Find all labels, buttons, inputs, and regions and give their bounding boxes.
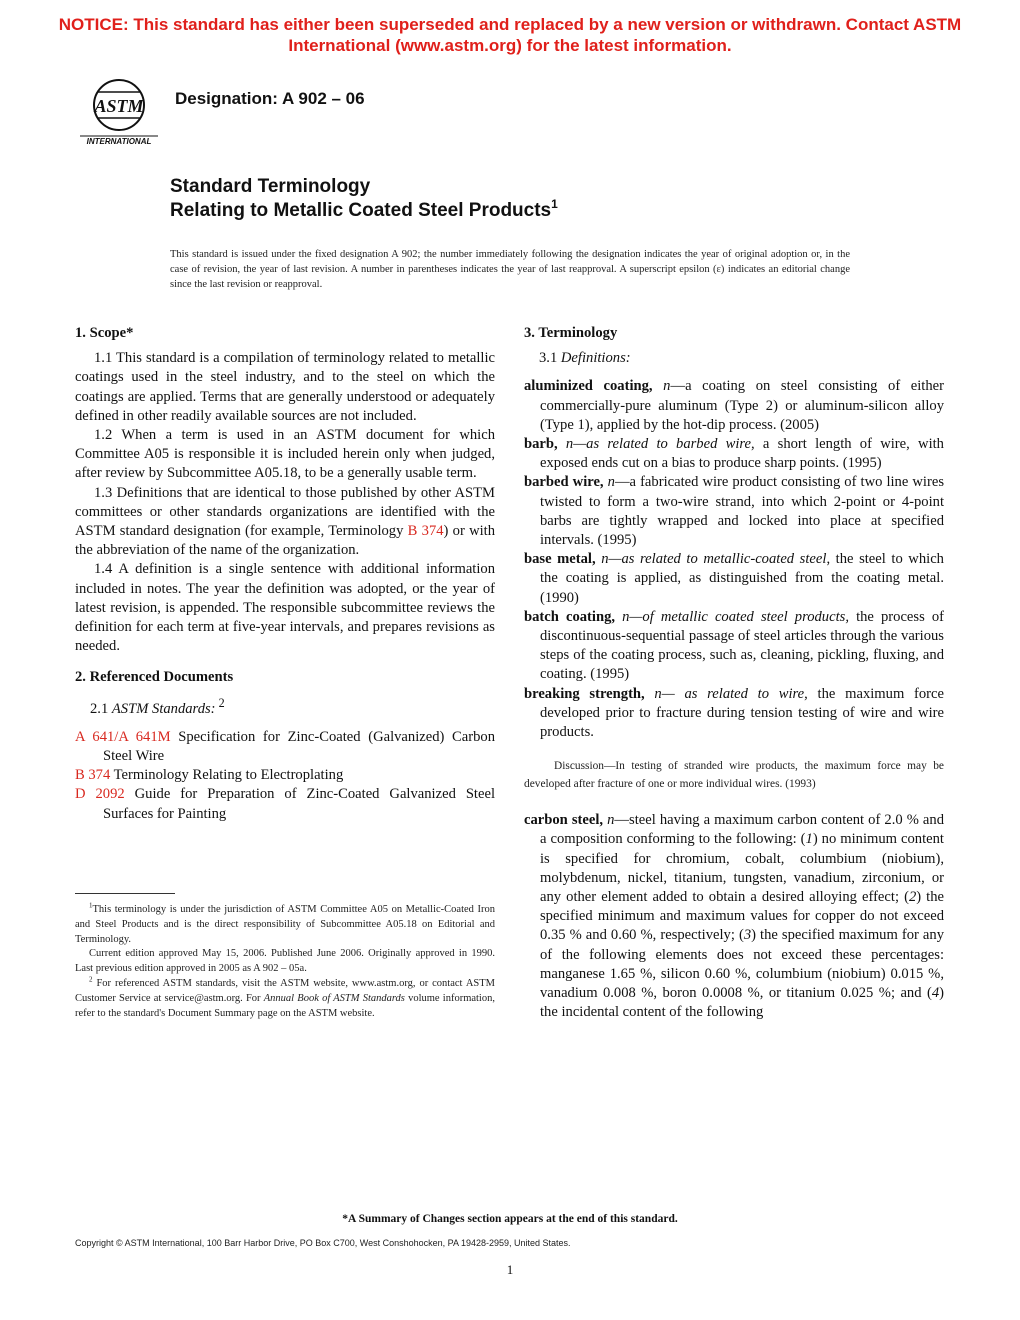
reference-list [75, 728, 495, 824]
notice-line-2: International (www.astm.org) for the latest information. [288, 36, 732, 55]
scope-para-1-3: 1.3 Definitions that are identical to those published by other ASTM committees or other standards organizations are identified with the ASTM standard designation (for example, Terminology B 374) or with the abbreviation of the name of the organization. [75, 484, 496, 559]
title-line-2: Relating to Metallic Coated Steel Products$^1$ [170, 197, 558, 221]
withdrawal-notice [40, 14, 980, 56]
astm-logo [76, 74, 162, 148]
definition-breaking-strength: breaking strength, n— as related to wire, the maximum force developed prior to fracture during tension testing of wire and wire products. [524, 685, 944, 741]
astm-standards-subheading: 2.1 ASTM Standards: $^2$ [90, 695, 225, 717]
definitions-subheading: 3.1 Definitions: [539, 350, 631, 367]
definition-batch-coating: batch coating, n—of metallic coated steel products, the process of discontinuous-sequential passage of steel articles through the various steps of the coating process, such as, cleaning, pickling, fluxing, and coating. (1995) [524, 608, 945, 683]
link-d2092[interactable]: D 2092 [75, 786, 125, 803]
svg-text:ASTM: ASTM [94, 96, 144, 116]
footnotes [75, 903, 495, 1021]
left-column [75, 324, 495, 824]
footnote-divider [75, 893, 175, 894]
footnote-2: $^2$ For referenced ASTM standards, visit the ASTM website, www.astm.org, or contact ASTM Customer Service at service@astm.org. For Annual Book of ASTM Standards volume information, refer to the standard's Document Summary page on the ASTM website. [75, 975, 495, 1019]
svg-text:INTERNATIONAL: INTERNATIONAL [86, 137, 152, 146]
definition-aluminized-coating: aluminized coating, n—a coating on steel consisting of either commercially-pure aluminum (Type 2) or aluminum-silicon alloy (Type 1), applied by the hot-dip process. (2005) [524, 378, 944, 433]
scope-para-1-2: 1.2 When a term is used in an ASTM document for which Committee A05 is responsible it is included herein only when judged, after review by Subcommittee A05.18, to be a generally usable term. [75, 427, 495, 482]
footnote-1: $^1$This terminology is under the jurisdiction of ASTM Committee A05 on Metallic-Coated Iron and Steel Products and is the direct responsibility of Subcommittee A05.18 on Editorial and Terminology. [75, 901, 495, 945]
footnote-1-approval: Current edition approved May 15, 2006. Published June 2006. Originally approved in 1990. Last previous edition approved in 2005 as A 902 – 05a. [75, 948, 495, 975]
designation: Designation: A 902 – 06 [175, 89, 365, 108]
reference-item: B 374 Terminology Relating to Electroplating [75, 767, 344, 784]
page-number: 1 [506, 1262, 514, 1277]
preamble: This standard is issued under the fixed designation A 902; the number immediately following the designation indicates the year of original adoption or, in the case of revision, the year of last revision. A number in parentheses indicates the year of last reapproval. A superscript epsilon (ε) indicates an editorial change since the last revision or reapproval. [170, 249, 850, 290]
definition-barb: barb, n—as related to barbed wire, a short length of wire, with exposed ends cut on a bias to produce sharp points. (1995) [524, 436, 944, 472]
scope-heading: 1. Scope* [75, 325, 134, 341]
right-column [524, 324, 944, 1023]
reference-item: A 641/A 641M Specification for Zinc-Coated (Galvanized) Carbon Steel Wire [75, 728, 496, 764]
title-line-1: Standard Terminology [170, 176, 371, 197]
copyright: Copyright © ASTM International, 100 Barr Harbor Drive, PO Box C700, West Conshohocken, PA 19428-2959, United States. [75, 1238, 571, 1248]
scope-para-1-4: 1.4 A definition is a single sentence with additional information included in notes. The year the definition was adopted, or the year of latest revision, is appended. The responsible subcommittee reviews the definition for each term at five-year intervals, and prepares revisions as needed. [75, 561, 495, 655]
notice-line-1: NOTICE: This standard has either been superseded and replaced by a new version or withdrawn. Contact ASTM [58, 15, 962, 34]
scope-para-1-1: 1.1 This standard is a compilation of terminology related to metallic coatings used in the steel industry, and to the steel on which the coatings are applied. Terms that are generally understood or adequately defined in other readily available sources are not included. [75, 350, 495, 424]
summary-of-changes-note: *A Summary of Changes section appears at the end of this standard. [342, 1213, 678, 1225]
link-b374-ref[interactable]: B 374 [75, 767, 111, 784]
definition-carbon-steel: carbon steel, n—steel having a maximum carbon content of 2.0 % and a composition conforming to the following: (1) no minimum content is specified for chromium, cobalt, columbium (niobium), molybdenum, nickel, titanium, tungsten, vanadium, zirconium, or any other element added to obtain a desired alloying effect; (2) the specified minimum and maximum values for copper do not exceed 0.35 % and 0.60 %, respectively; (3) the specified maximum for any of the following elements does not exceed these percentages: manganese 1.65 %, silicon 0.60 %, columbium (niobium) 0.015 %, vanadium 0.008 %, boron 0.0008 %, or titanium 0.025 %; and (4) the incidental content of the following [524, 812, 945, 1021]
referenced-documents-heading: 2. Referenced Documents [75, 669, 234, 686]
link-b374[interactable]: B 374 [407, 523, 444, 540]
link-a641[interactable]: A 641/A 641M [75, 728, 171, 745]
definition-barbed-wire: barbed wire, n—a fabricated wire product consisting of two line wires twisted to form a two-wire strand, into which 2-point or 4-point barbs are tightly wrapped and locked into place at specified intervals. (1995) [524, 474, 944, 549]
title-footnote-mark: 1 [551, 197, 558, 211]
discussion-note: Discussion—In testing of stranded wire products, the maximum force may be developed after fracture of one or more individual wires. (1993) [524, 760, 944, 790]
terminology-heading: 3. Terminology [524, 325, 618, 341]
definition-base-metal: base metal, n—as related to metallic-coated steel, the steel to which the coating is applied, as distinguished from the coating metal. (1990) [524, 551, 944, 606]
document-title [170, 175, 558, 223]
reference-item: D 2092 Guide for Preparation of Zinc-Coated Galvanized Steel Surfaces for Painting [75, 786, 495, 822]
